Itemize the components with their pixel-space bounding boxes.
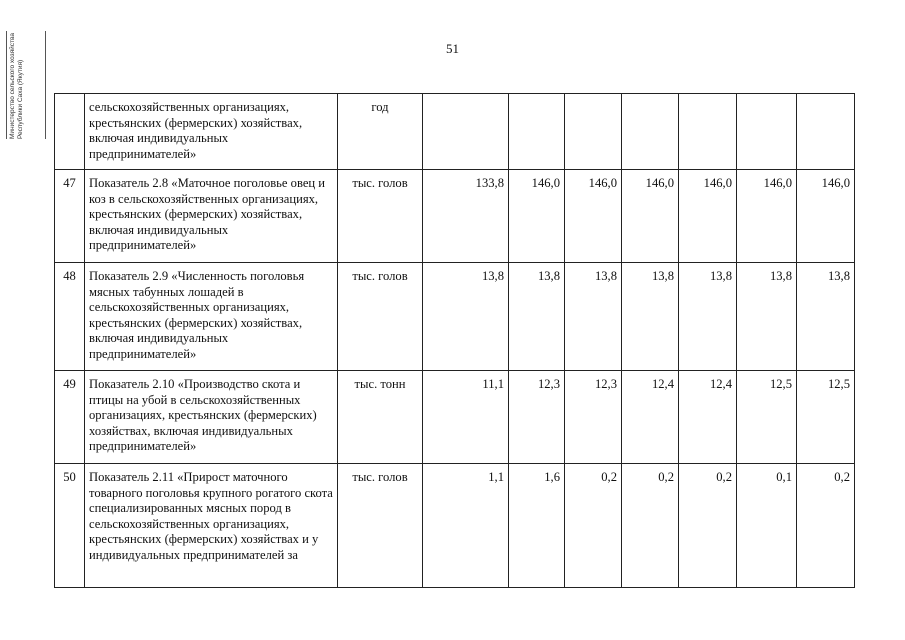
value-cell bbox=[797, 94, 855, 170]
row-number: 48 bbox=[55, 263, 85, 371]
value-cell: 146,0 bbox=[737, 170, 797, 263]
value-cell bbox=[423, 94, 509, 170]
value-cell: 146,0 bbox=[622, 170, 679, 263]
indicator-description: сельскохозяйственных организациях, крестьянских (фермерских) хозяйствах, включая индивидуальных предпринимателей» bbox=[85, 94, 338, 170]
value-cell: 0,2 bbox=[565, 464, 622, 588]
unit-cell: тыс. голов bbox=[338, 464, 423, 588]
indicators-table bbox=[54, 93, 855, 588]
value-cell: 146,0 bbox=[797, 170, 855, 263]
unit-cell: тыс. тонн bbox=[338, 371, 423, 464]
indicator-description: Показатель 2.11 «Прирост маточного товарного поголовья крупного рогатого скота специализированных мясных пород в сельскохозяйственных организациях, крестьянских (фермерских) хозяйствах и у индивидуальных предпринимателей за bbox=[85, 464, 338, 588]
value-cell: 0,1 bbox=[737, 464, 797, 588]
value-cell bbox=[565, 94, 622, 170]
value-cell bbox=[509, 94, 565, 170]
value-cell: 13,8 bbox=[797, 263, 855, 371]
table-row bbox=[55, 263, 855, 371]
stamp-text: Министерство сельского хозяйства Республики Саха (Якутия) bbox=[9, 32, 24, 139]
value-cell: 0,2 bbox=[622, 464, 679, 588]
value-cell: 0,2 bbox=[797, 464, 855, 588]
unit-cell: год bbox=[338, 94, 423, 170]
value-cell bbox=[737, 94, 797, 170]
table-row bbox=[55, 464, 855, 588]
page-number: 51 bbox=[446, 41, 459, 56]
value-cell: 12,4 bbox=[679, 371, 737, 464]
indicator-description: Показатель 2.9 «Численность поголовья мясных табунных лошадей в сельскохозяйственных организациях, крестьянских (фермерских) хозяйствах, включая индивидуальных предпринимателей» bbox=[85, 263, 338, 371]
value-cell: 146,0 bbox=[679, 170, 737, 263]
row-number: 50 bbox=[55, 464, 85, 588]
indicator-description: Показатель 2.10 «Производство скота и птицы на убой в сельскохозяйственных организациях, крестьянских (фермерских) хозяйствах, включая индивидуальных предпринимателей» bbox=[85, 371, 338, 464]
unit-cell: тыс. голов bbox=[338, 263, 423, 371]
value-cell: 1,1 bbox=[423, 464, 509, 588]
value-cell: 12,3 bbox=[565, 371, 622, 464]
value-cell: 146,0 bbox=[565, 170, 622, 263]
indicator-description: Показатель 2.8 «Маточное поголовье овец и коз в сельскохозяйственных организациях, крестьянских (фермерских) хозяйствах, включая индивидуальных предпринимателей» bbox=[85, 170, 338, 263]
value-cell: 12,3 bbox=[509, 371, 565, 464]
value-cell bbox=[679, 94, 737, 170]
unit-cell: тыс. голов bbox=[338, 170, 423, 263]
value-cell: 1,6 bbox=[509, 464, 565, 588]
value-cell: 13,8 bbox=[622, 263, 679, 371]
value-cell: 11,1 bbox=[423, 371, 509, 464]
value-cell: 12,5 bbox=[737, 371, 797, 464]
value-cell bbox=[622, 94, 679, 170]
value-cell: 133,8 bbox=[423, 170, 509, 263]
value-cell: 13,8 bbox=[509, 263, 565, 371]
value-cell: 13,8 bbox=[423, 263, 509, 371]
table-row bbox=[55, 170, 855, 263]
row-number: 47 bbox=[55, 170, 85, 263]
row-number bbox=[55, 94, 85, 170]
value-cell: 146,0 bbox=[509, 170, 565, 263]
value-cell: 0,2 bbox=[679, 464, 737, 588]
value-cell: 13,8 bbox=[679, 263, 737, 371]
registration-stamp bbox=[6, 31, 46, 139]
value-cell: 12,4 bbox=[622, 371, 679, 464]
value-cell: 12,5 bbox=[797, 371, 855, 464]
table-row bbox=[55, 94, 855, 170]
value-cell: 13,8 bbox=[737, 263, 797, 371]
row-number: 49 bbox=[55, 371, 85, 464]
value-cell: 13,8 bbox=[565, 263, 622, 371]
table-row bbox=[55, 371, 855, 464]
